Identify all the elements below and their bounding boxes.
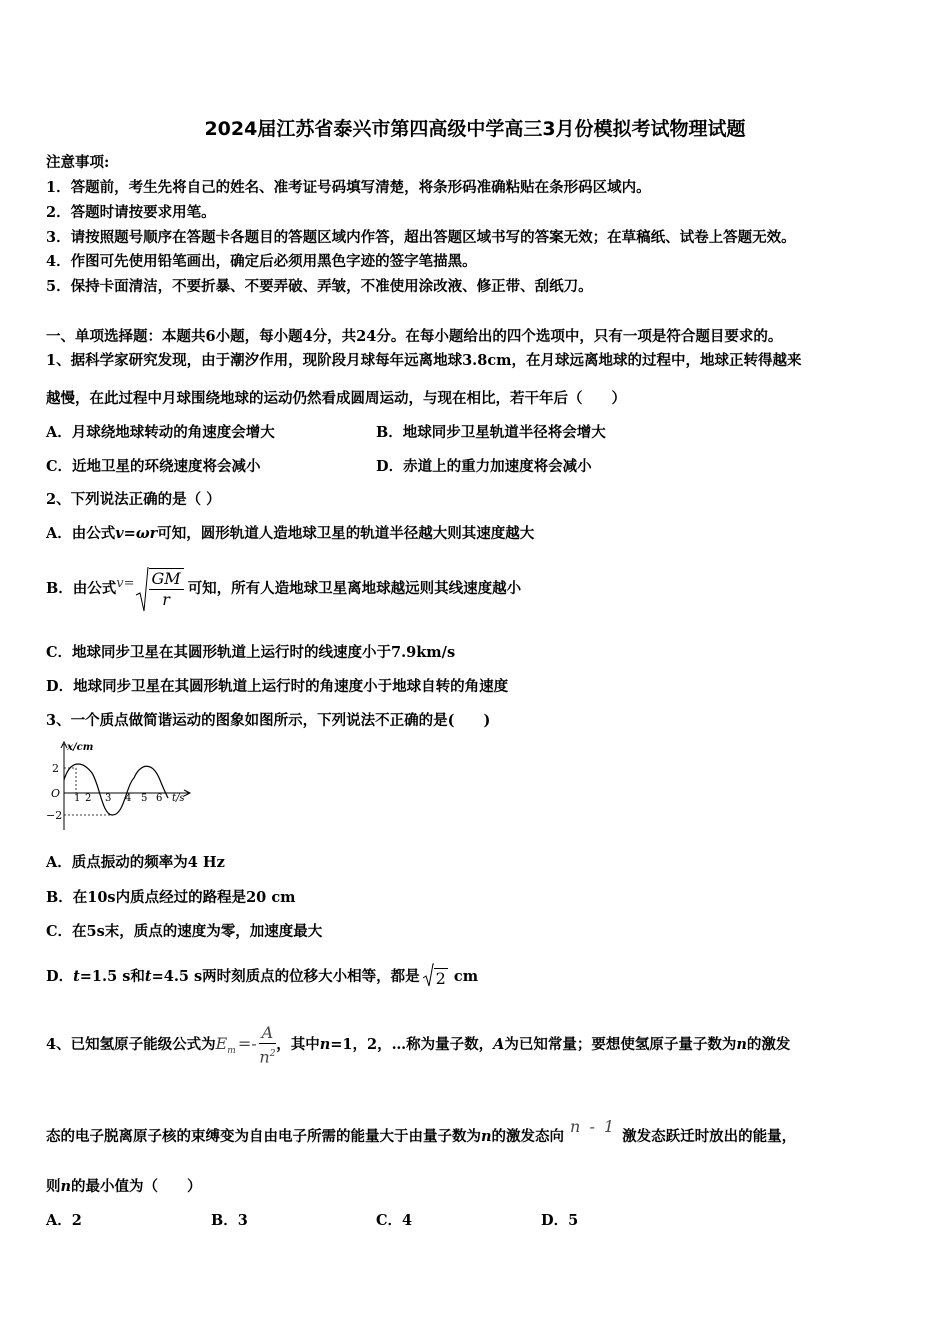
q3-option-b: B．在10s内质点经过的路程是20 cm [46,889,296,906]
shm-graph [40,738,200,833]
q4-option-c: C．4 [376,1212,413,1229]
q2-stem: 2、下列说法正确的是（ ） [46,491,221,508]
formula-v-omega-r: v=ωr [115,525,158,542]
x-tick-2: 2 [85,793,92,804]
x-tick-3: 3 [105,793,112,804]
x-tick-1: 1 [74,793,81,804]
x-axis-label: t/s [172,793,185,804]
notice-item: 5．保持卡面清洁，不要折暴、不要弄破、弄皱，不准使用涂改液、修正带、刮纸刀。 [46,278,593,295]
q1-stem-line2: 越慢，在此过程中月球围绕地球的运动仍然看成圆周运动，与现在相比，若干年后（ ） [46,390,626,407]
notice-item: 3．请按照题号顺序在答题卡各题目的答题区域内作答，超出答题区域书写的答案无效；在草稿纸、试卷上答题无效。 [46,229,796,246]
q1-option-d: D．赤道上的重力加速度将会减小 [376,458,592,475]
q3-option-d: D．t=1.5 s和t=4.5 s两时刻质点的位移大小相等，都是 2 cm [46,962,478,992]
q1-option-c: C．近地卫星的环绕速度将会减小 [46,458,261,475]
x-tick-5: 5 [141,793,148,804]
q4-stem-line3: 则n的最小值为（ ） [46,1178,202,1195]
notice-heading: 注意事项: [46,154,110,171]
sqrt-sign-icon [135,565,149,613]
q2-option-c: C．地球同步卫星在其圆形轨道上运行时的线速度小于7.9km/s [46,644,456,661]
q4-option-d: D．5 [541,1212,579,1229]
q4-option-a: A．2 [46,1212,82,1229]
notice-item: 4．作图可先使用铅笔画出，确定后必须用黑色字迹的签字笔描黑。 [46,253,477,270]
notice-item: 2．答题时请按要求用笔。 [46,204,216,221]
q1-option-a: A．月球绕地球转动的角速度会增大 [46,424,275,441]
x-tick-6: 6 [156,793,163,804]
q3-option-a: A．质点振动的频率为4 Hz [46,854,225,871]
q3-option-c: C．在5s末，质点的速度为零，加速度最大 [46,923,323,940]
q1-option-b: B．地球同步卫星轨道半径将会增大 [376,424,606,441]
section-heading: 一、单项选择题：本题共6小题，每小题4分，共24分。在每小题给出的四个选项中，只有一项是符合题目要求的。 [46,328,783,345]
notice-item: 1．答题前，考生先将自己的姓名、准考证号码填写清楚，将条形码准确粘贴在条形码区域内。 [46,179,651,196]
sine-curve [64,764,168,815]
q4-stem-line2: 态的电子脱离原子核的束缚变为自由电子所需的能量大于由量子数为n的激发态向n - 1激发态跃迁时放出的能量， [46,1117,797,1145]
page-title: 2024届江苏省泰兴市第四高级中学高三3月份模拟考试物理试题 [204,118,746,140]
y-axis-label: x/cm [67,742,94,753]
q2-option-d: D．地球同步卫星在其圆形轨道上运行时的角速度小于地球自转的角速度 [46,678,509,695]
sqrt-sign-icon [422,962,434,988]
x-tick-4: 4 [125,793,132,804]
y-tick-2: 2 [52,762,59,775]
q3-stem: 3、一个质点做简谐运动的图象如图所示，下列说法不正确的是( ) [46,712,491,729]
q1-stem-line1: 1、据科学家研究发现，由于潮汐作用，现阶段月球每年远离地球3.8cm，在月球远离地球的过程中，地球正转得越来 [46,352,802,369]
y-tick-neg2: −2 [46,809,63,822]
q2-option-b: B．由公式v= $\frac{GM}{r}$ 可知，所有人造地球卫星离地球越远则其线速度越小 [46,560,521,610]
q4-option-b: B．3 [211,1212,248,1229]
q2-option-a: A．由公式v=ωr可知，圆形轨道人造地球卫星的轨道半径越大则其速度越大 [46,525,535,542]
q4-stem-line1: 4、已知氢原子能级公式为$E_m$ =- $\frac{A}{n^2}$ ，其中n=1，2，…称为量子数，A为已知常量；要想使氢原子量子数为n的激发 [46,1022,791,1067]
origin-label: O [51,787,61,800]
